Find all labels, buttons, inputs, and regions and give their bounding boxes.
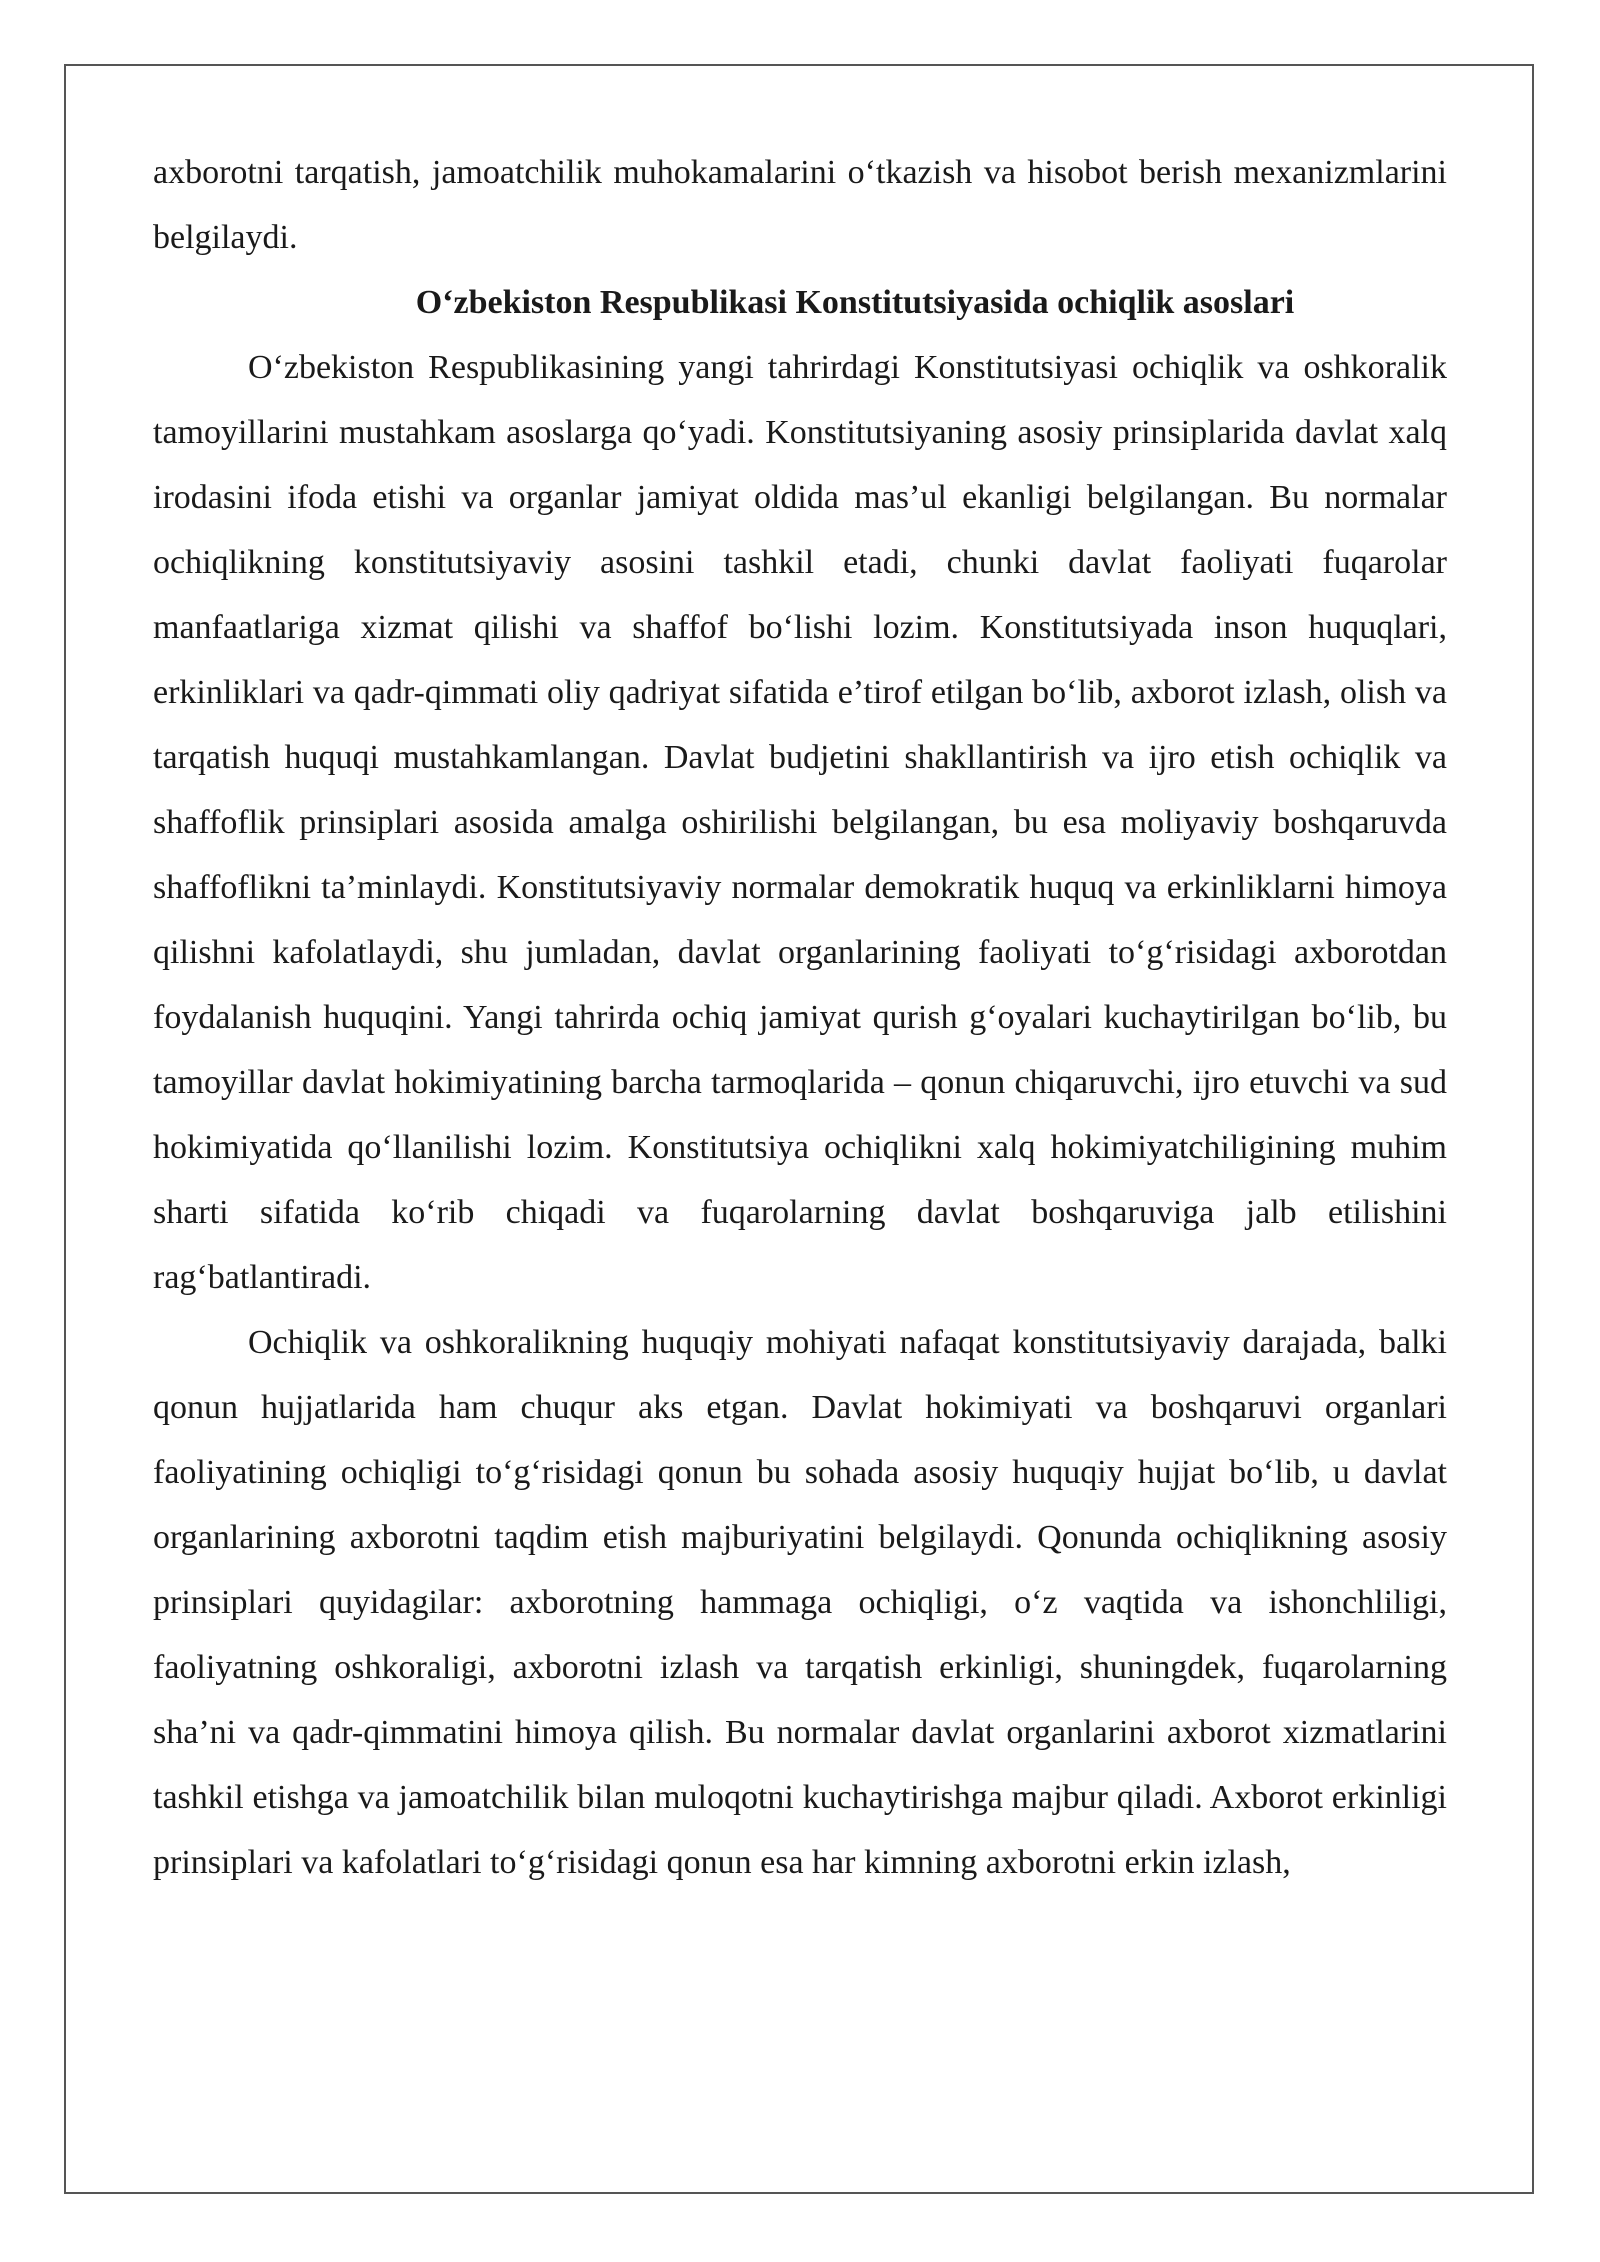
section-heading: O‘zbekiston Respublikasi Konstitutsiyasida ochiqlik asoslari (415, 284, 1295, 321)
document-body (153, 140, 1447, 1895)
paragraph-1: O‘zbekiston Respublikasining yangi tahrirdagi Konstitutsiyasi ochiqlik va oshkoralik tamoyillarini mustahkam asoslarga qo‘yadi. Konstitutsiyaning asosiy prinsiplarida davlat xalq irodasini ifoda etishi va organlar jamiyat oldida mas’ul ekanligi belgilangan. Bu normalar ochiqlikning konstitutsiyaviy asosini tashkil etadi, chunki davlat faoliyati fuqarolar manfaatlariga xizmat qilishi va shaffof bo‘lishi lozim. Konstitutsiyada inson huquqlari, erkinliklari va qadr-qimmati oliy qadriyat sifatida e’tirof etilgan bo‘lib, axborot izlash, olish va tarqatish huquqi mustahkamlangan. Davlat budjetini shakllantirish va ijro etish ochiqlik va shaffoflik prinsiplari asosida amalga oshirilishi belgilangan, bu esa moliyaviy boshqaruvda shaffoflikni ta’minlaydi. Konstitutsiyaviy normalar demokratik huquq va erkinliklarni himoya qilishni kafolatlaydi, shu jumladan, davlat organlarining faoliyati to‘g‘risidagi axborotdan foydalanish huquqini. Yangi tahrirda ochiq jamiyat qurish g‘oyalari kuchaytirilgan bo‘lib, bu tamoyillar davlat hokimiyatining barcha tarmoqlarida – qonun chiqaruvchi, ijro etuvchi va sud hokimiyatida qo‘llanilishi lozim. Konstitutsiya ochiqlikni xalq hokimiyatchiligining muhim sharti sifatida ko‘rib chiqadi va fuqarolarning davlat boshqaruviga jalb etilishini rag‘batlantiradi. (153, 349, 1447, 1296)
paragraph-continued: axborotni tarqatish, jamoatchilik muhokamalarini o‘tkazish va hisobot berish mexanizmlarini belgilaydi. (153, 154, 1447, 256)
paragraph-2: Ochiqlik va oshkoralikning huquqiy mohiyati nafaqat konstitutsiyaviy darajada, balki qonun hujjatlarida ham chuqur aks etgan. Davlat hokimiyati va boshqaruvi organlari faoliyatining ochiqligi to‘g‘risidagi qonun bu sohada asosiy huquqiy hujjat bo‘lib, u davlat organlarining axborotni taqdim etish majburiyatini belgilaydi. Qonunda ochiqlikning asosiy prinsiplari quyidagilar: axborotning hammaga ochiqligi, o‘z vaqtida va ishonchliligi, faoliyatning oshkoraligi, axborotni izlash va tarqatish erkinligi, shuningdek, fuqarolarning sha’ni va qadr-qimmatini himoya qilish. Bu normalar davlat organlarini axborot xizmatlarini tashkil etishga va jamoatchilik bilan muloqotni kuchaytirishga majbur qiladi. Axborot erkinligi prinsiplari va kafolatlari to‘g‘risidagi qonun esa har kimning axborotni erkin izlash, (153, 1324, 1447, 1881)
